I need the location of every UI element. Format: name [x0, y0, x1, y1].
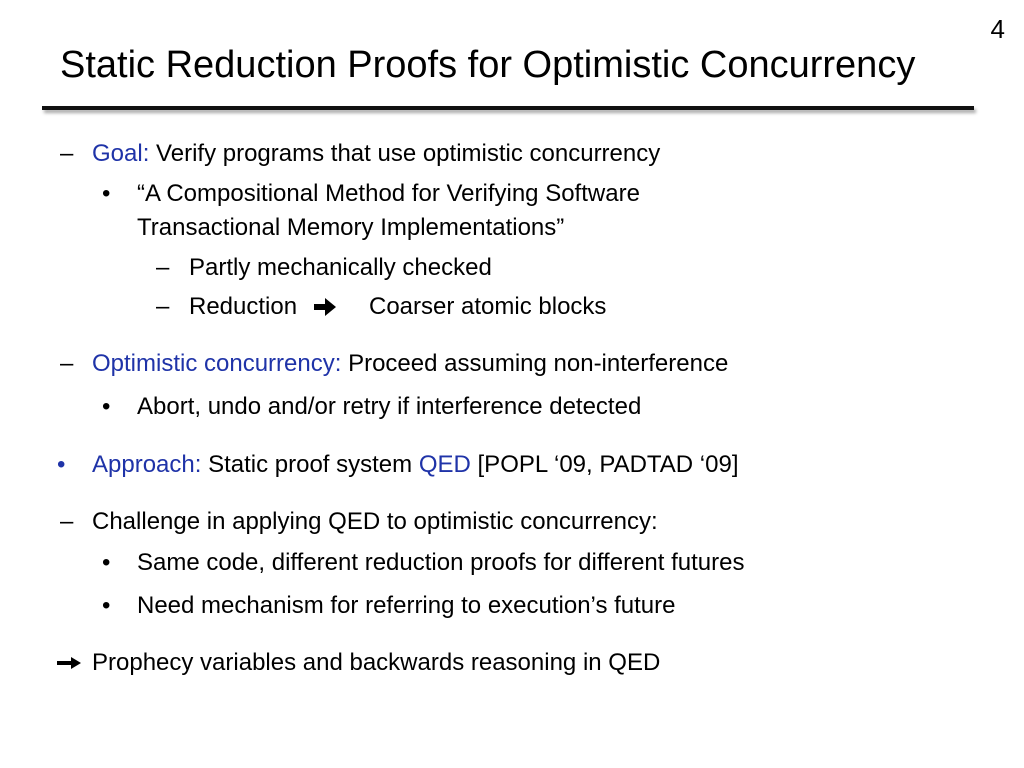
title-divider: [42, 106, 974, 110]
dash-marker: –: [156, 293, 170, 320]
dash-marker: –: [156, 254, 170, 281]
approach-text: Static proof system: [208, 451, 413, 478]
goal-text: Verify programs that use optimistic concurrency: [156, 140, 661, 167]
challenge-sub-text: Need mechanism for referring to execution’s future: [137, 592, 676, 619]
bullet-marker: •: [102, 549, 111, 576]
dash-marker: –: [60, 350, 74, 377]
qed-highlight: QED: [418, 451, 471, 478]
bullet-marker: •: [102, 592, 111, 619]
arrow-right-icon: [314, 298, 336, 316]
bullet-marker: •: [102, 393, 111, 420]
optimistic-text: Proceed assuming non-interference: [348, 350, 729, 377]
dash-marker: –: [60, 508, 74, 535]
dash-marker: –: [60, 140, 74, 167]
paper-title-line2: Transactional Memory Implementations”: [137, 214, 565, 241]
bullet-marker: •: [57, 451, 66, 478]
right-arrow-icon: [57, 657, 81, 669]
coarser-atomic-text: Coarser atomic blocks: [369, 293, 607, 320]
bullet-marker: •: [102, 180, 111, 207]
challenge-sub-text: Same code, different reduction proofs for different futures: [137, 549, 745, 576]
approach-citation: [POPL ‘09, PADTAD ‘09]: [477, 451, 739, 478]
optimistic-label: Optimistic concurrency:: [92, 350, 342, 377]
conclusion-text: Prophecy variables and backwards reasoning in QED: [92, 649, 661, 676]
goal-label: Goal:: [92, 140, 150, 167]
slide-number: 4: [990, 14, 1005, 44]
sub-item-text: Partly mechanically checked: [189, 254, 492, 281]
slide-title: Static Reduction Proofs for Optimistic Concurrency: [60, 44, 916, 86]
abort-text: Abort, undo and/or retry if interference detected: [137, 393, 642, 420]
paper-title-line1: “A Compositional Method for Verifying Software: [137, 180, 640, 207]
reduction-text: Reduction: [189, 293, 298, 320]
approach-label: Approach:: [92, 451, 202, 478]
challenge-text: Challenge in applying QED to optimistic concurrency:: [92, 508, 658, 535]
